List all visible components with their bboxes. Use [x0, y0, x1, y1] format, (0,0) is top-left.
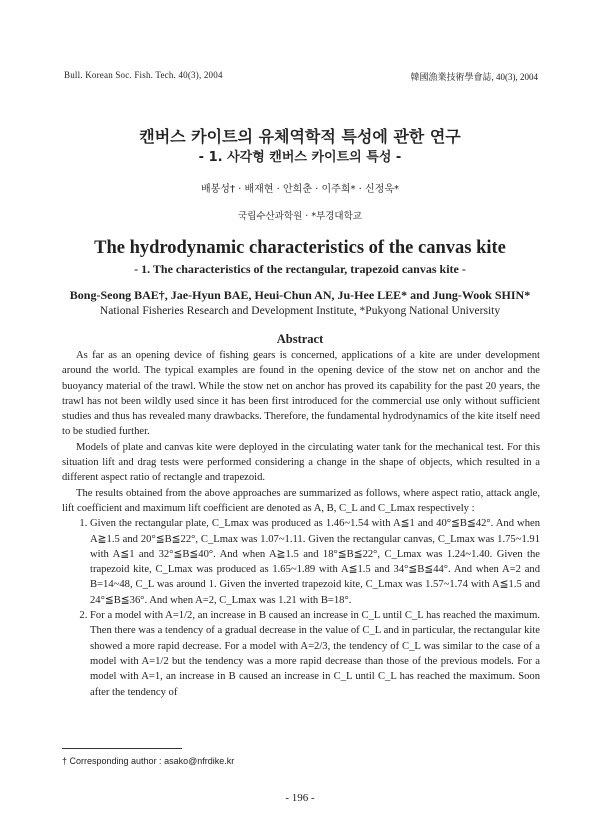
- english-affiliation: National Fisheries Research and Development Institute, *Pukyong National University: [99, 305, 501, 317]
- results-item-1: 1. Given the rectangular plate, C_Lmax was produced as 1.46~1.54 with A≦1 and 40°≦B≦42°. And when A≧1.5 and 20°≦B≦22°, C_Lmax was 1.07~1.11. Given the rectangular canvas, C_Lmax was 1.75~1.91 with A≦1 and 32°≦B≦40°. And when A≧1.5 and 18°≦B≦22°, C_Lmax was 1.24~1.40. Given the trapezoid kite, C_Lmax was produced as 1.65~1.89 with A≦1.5 and 34°≦B≦44°. And when A=2 and B=14~48, C_L was around 1. Given the inverted trapezoid kite, C_Lmax was 1.57~1.74 with A≦1.5 and 24°≦B≦36°. And when A=2, C_Lmax was 1.21 with B=18°.: [90, 516, 540, 608]
- english-subtitle: - 1. The characteristics of the rectangular, trapezoid canvas kite -: [134, 262, 466, 276]
- korean-affiliation: 국립수산과학원 · *부경대학교: [238, 211, 362, 222]
- abstract-paragraph-2: Models of plate and canvas kite were deployed in the circulating water tank for the mechanical test. For this situation lift and drag tests were performed considering a change in the shape of objects, which resulted in a different aspect ratio of rectangle and trapezoid.: [62, 441, 540, 484]
- english-title: The hydrodynamic characteristics of the canvas kite: [94, 238, 506, 258]
- corresponding-author-footnote: † Corresponding author : asako@nfrdike.kr: [62, 756, 235, 766]
- results-list: [62, 516, 540, 700]
- journal-header-right: 韓國漁業技術學會誌, 40(3), 2004: [410, 72, 538, 82]
- results-item-2: 2. For a model with A=1/2, an increase in B caused an increase in C_L until C_L has reached the maximum. Then there was a tendency of a gradual decrease in the value of C_L and in particular, the rectangular kite showed a more rapid decrease. For a model with A=2/3, the tendency of C_L was similar to the case of a model with A=1/2 but the tendency was a more rapid decrease than those of the previous models. For a model with A=1, an increase in B caused an increase in C_L until C_L has reached the maximum. Soon after the tendency of: [90, 608, 540, 700]
- korean-subtitle: - 1. 사각형 캔버스 카이트의 특성 -: [198, 150, 402, 165]
- english-authors: Bong-Seong BAE†, Jae-Hyun BAE, Heui-Chun AN, Ju-Hee LEE* and Jung-Wook SHIN*: [69, 288, 531, 302]
- korean-title: 캔버스 카이트의 유체역학적 특성에 관한 연구: [139, 127, 461, 146]
- abstract-heading: Abstract: [276, 332, 324, 346]
- korean-authors: 배봉성† · 배재현 · 안희춘 · 이주희* · 신정욱*: [200, 184, 400, 195]
- page-number: - 196 -: [285, 792, 315, 804]
- abstract-body: [62, 348, 540, 700]
- journal-header-left: Bull. Korean Soc. Fish. Tech. 40(3), 2004: [64, 70, 223, 80]
- abstract-paragraph-1: As far as an opening device of fishing gears is concerned, applications of a kite are under development around the world. The typical examples are found in the opening device of the stow net on anchor and the buoyancy material of the trawl. While the stow net on anchor has proved its capability for the past 20 years, the trawl has not been wildly used since it has been first introduced for the commercial use only without sufficient studies and thus has revealed many drawbacks. Therefore, the fundamental hydrodynamics of the kite itself need to be studied further.: [62, 350, 540, 438]
- abstract-paragraph-3: The results obtained from the above approaches are summarized as follows, where aspect ratio, attack angle, lift coefficient and maximum lift coefficient are denoted as A, B, C_L and C_Lmax respectively :: [62, 487, 540, 514]
- footnote-divider: [62, 748, 182, 749]
